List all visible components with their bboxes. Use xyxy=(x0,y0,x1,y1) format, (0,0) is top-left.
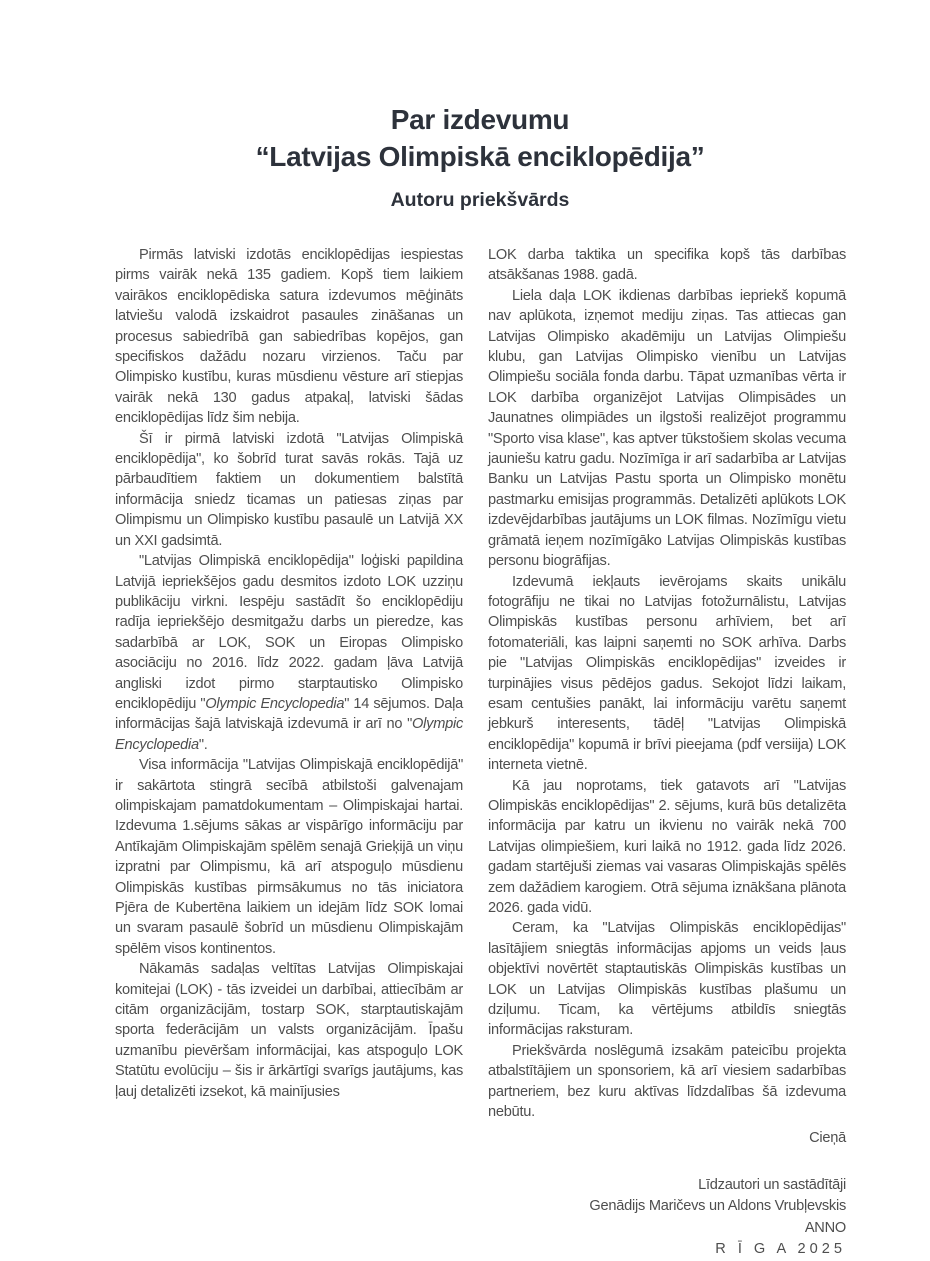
signature-line: Genādijs Maričevs un Aldons Vrubļevskis xyxy=(589,1198,846,1215)
paragraph xyxy=(488,245,846,286)
closing-salutation: Cieņā xyxy=(809,1130,846,1147)
signature-block xyxy=(488,1175,846,1261)
paragraph xyxy=(115,959,463,1102)
paragraph xyxy=(488,918,846,1040)
body-text: LOK darba taktika un specifika kopš tās darbības atsākšanas 1988. gadā. xyxy=(488,247,846,284)
paragraph xyxy=(115,245,463,429)
body-text: Ceram, ka "Latvijas Olimpiskās enciklopēdijas" lasītājiem sniegtās informācijas apjoms un veids ļaus objektīvi novērtēt staptautiskās Olimpiskās kustības un LOK un Latvijas Olimpiskās kustības plašumu un dziļumu. Ticam, ka vērtējums atbildīs sniegtās informācijas raksturam. xyxy=(488,920,846,1039)
body-text: ". xyxy=(198,736,208,753)
signature-line: R Ī G A 2025 xyxy=(715,1241,846,1258)
paragraph xyxy=(115,551,463,755)
page-subtitle: Autoru priekšvārds xyxy=(390,189,570,211)
body-text: Priekšvārda noslēgumā izsakām pateicību projekta atbalstītājiem un sponsoriem, kā arī viesiem sadarbības partneriem, bez kuru aktīvas līdzdalības šā izdevuma nebūtu. xyxy=(488,1042,846,1121)
right-column-text xyxy=(488,245,846,1122)
page-header xyxy=(115,0,845,212)
left-column xyxy=(115,245,463,1261)
italic-text: Olympic Encyclopedia xyxy=(205,695,345,712)
page-title xyxy=(115,101,845,175)
text-columns xyxy=(115,245,930,1261)
body-text: Liela daļa LOK ikdienas darbības iepriekš kopumā nav aplūkota, izņemot mediju ziņas. Tas attiecas gan Latvijas Olimpisko akadēmiju un Latvijas Olimpiešu klubu, gan Latvijas Olimpisko vienību un Latvijas Olimpiešu sociāla fonda darbu. Tāpat uzmanības vērta ir LOK darbība organizējot Latvijas Olimpisādes un Jaunatnes olimpiādes un ilgstoši realizējot programmu "Sporto visa klase", kas aptver tūkstošiem skolas vecuma jauniešu katru gadu. Nozīmīga ir arī sadarbība ar Latvijas Banku un Latvijas Pastu sporta un Olimpisko monētu pastmarku emisijas programmās. Detalizēti aplūkots LOK izdevējdarbības jautājums un LOK filmas. Nozīmīgu vietu grāmatā ieņem nozīmīgāko Latvijas Olimpiskās kustības personu biogrāfijas. xyxy=(488,287,846,570)
body-text: Izdevumā iekļauts ievērojams skaits unikālu fotogrāfiju ne tikai no Latvijas fotožurnālistu, Latvijas Olimpiskās kustības personu arhīviem, bet arī fotomateriāli, kas laipni saņemti no SOK arhīva. Darbs pie "Latvijas Olimpiskās enciklopēdijas" izveides ir turpinājies visus pēdējos gadus. Sekojot līdzi laikam, esam centušies panākt, lai informāciju varētu saņemt jebkurš interesents, tādēļ "Latvijas Olimpiskā enciklopēdija" kopumā ir brīvi pieejama (pdf versiija) LOK interneta vietnē. xyxy=(488,573,846,774)
signature-line: Līdzautori un sastādītāji xyxy=(698,1176,846,1193)
body-text: Pirmās latviski izdotās enciklopēdijas iespiestas pirms vairāk nekā 135 gadiem. Kopš tiem laikiem vairākos enciklopēdiska satura izdevumos mēģināts latviešu valodā izskaidrot pasaules zināšanas un procesus sabiedrībā gan sabiedrības kopējos, gan specifiskos dažādu nozaru virzienos. Taču par Olimpisko kustību, kuras mūsdienu vēsture arī stiepjas vairāk nekā 130 gadus atpakaļ, latviski šādas enciklopēdijas līdz šim nebija. xyxy=(115,247,463,427)
signature-line: ANNO xyxy=(804,1219,846,1236)
right-column xyxy=(488,245,846,1261)
paragraph xyxy=(115,429,463,551)
paragraph xyxy=(488,776,846,919)
italic-text: Olympic Encyclopedia xyxy=(115,716,463,753)
paragraph xyxy=(488,572,846,776)
body-text: Šī ir pirmā latviski izdotā "Latvijas Olimpiskā enciklopēdija", ko šobrīd turat savās rokās. Tajā uz pārbaudītiem faktiem un dokumentiem balstītā informācija sniedz ticamas un patiesas ziņas par Olimpismu un Olimpisko kustību pasaulē un Latvijā XX un XXI gadsimtā. xyxy=(115,430,463,549)
body-text: Visa informācija "Latvijas Olimpiskajā enciklopēdijā" ir sakārtota stingrā secībā atbilstoši galvenajam olimpiskajam pamatdokumentam – Olimpiskajai hartai. Izdevuma 1.sējums sākas ar vispārīgo informāciju par Antīkajām Olimpiskajām spēlēm senajā Grieķijā un viņu izpratni par Olimpismu, kā arī atspoguļo mūsdienu Olimpiskās kustības pirmsākumus no tās iniciatora Pjēra de Kubertēna laikiem un idejām līdz SOK lomai un svaram pasaulē šobrīd un mūsdienu Olimpiskajām spēlēm visos kontinentos. xyxy=(115,757,463,957)
body-text: " 14 sējumos. Daļa informācijas šajā latviskajā izdevumā ir arī no " xyxy=(115,695,463,733)
title-line-1: Par izdevumu xyxy=(390,104,570,135)
title-line-2: “Latvijas Olimpiskā enciklopēdija” xyxy=(255,141,705,172)
body-text: Nākamās sadaļas veltītas Latvijas Olimpiskajai komitejai (LOK) - tās izveidei un darbībai, attiecībām ar citām organizācijām, tostarp SOK, starptautiskajām sporta federācijām un valsts organizācijām. Īpašu uzmanību pievēršam informācijai, kas atspoguļo LOK Statūtu evolūciju – šis ir ārkārtīgi svarīgs jautājums, kas ļauj detalizēti izsekot, kā mainījusies xyxy=(115,961,463,1100)
paragraph xyxy=(488,1041,846,1123)
body-text: Kā jau noprotams, tiek gatavots arī "Latvijas Olimpiskās enciklopēdijas" 2. sējums, kurā būs detalizēta informācija par katru un ikvienu no vairāk nekā 700 Latvijas olimpiešiem, kuri laikā no 1912. gada līdz 2026. gadam startējuši ziemas vai vasaras Olimpiskajās spēlēs zem dažādiem karogiem. Otrā sējuma iznākšana plānota 2026. gada vidū. xyxy=(488,777,846,916)
paragraph xyxy=(488,286,846,572)
paragraph xyxy=(115,755,463,959)
body-text: "Latvijas Olimpiskā enciklopēdija" loģiski papildina Latvijā iepriekšējos gadu desmitos izdoto LOK uzziņu publikāciju virkni. Iespēju sastādīt šo enciklopēdiju radīja iepriekšējo desmitgažu darbs un pieredze, kas sadarbībā ar LOK, SOK un Eiropas Olimpisko asociāciju no 2016. līdz 2022. gadam ļāva Latvijā angliski izdot pirmo starptautisko Olimpisko enciklopēdiju " xyxy=(115,553,463,712)
